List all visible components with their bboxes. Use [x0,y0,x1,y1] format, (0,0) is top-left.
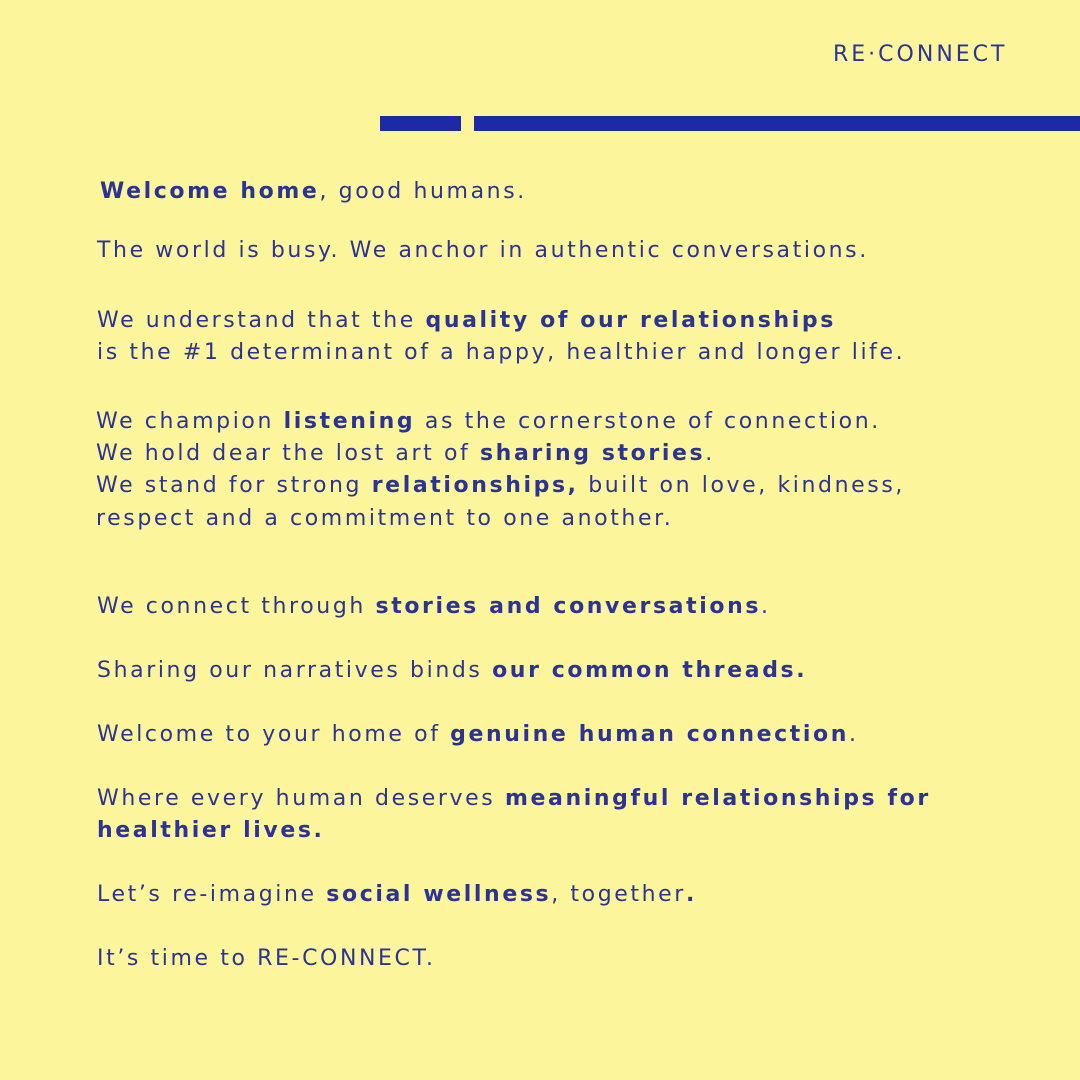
text: Sharing our narratives binds [97,658,493,683]
bold-text: relationships, [371,473,579,498]
text: . [705,441,715,466]
text: We connect through [97,594,376,619]
line-determinant [97,342,905,364]
accent-bar-short [380,116,461,131]
bold-text: healthier lives. [97,818,325,843]
line-reimagine [97,884,697,906]
line-healthier-lives [97,820,325,842]
text: The world is busy. We anchor in authentic conversations. [97,238,869,263]
bold-text: . [685,882,697,907]
line-welcome-to-your-home [97,724,859,746]
text: Welcome to your home of [97,722,451,747]
text: Where every human deserves [97,786,505,811]
bold-text: stories and conversations [375,594,762,619]
bold-text: social wellness [326,882,552,907]
line-we-understand [97,310,836,332]
text: , good humans. [319,179,527,204]
text: built on love, kindness, [578,473,906,498]
text: as the cornerstone of connection. [415,409,881,434]
text: We hold dear the lost art of [96,441,480,466]
line-welcome-home [100,181,527,203]
text: , together [551,882,686,907]
text: respect and a commitment to one another. [96,506,674,531]
bold-text: genuine human connection [450,722,850,747]
brand-logo: RE·CONNECT [833,42,1008,67]
text: Let’s re-imagine [97,882,327,907]
line-world-is-busy [97,240,869,262]
text: It’s time to RE-CONNECT. [97,946,436,971]
bold-text: quality of our relationships [425,308,836,333]
text: We understand that the [97,308,426,333]
bold-text: listening [283,409,416,434]
bold-text: meaningful relationships for [504,786,931,811]
line-we-hold-dear [96,443,715,465]
line-we-stand-for [96,475,905,497]
line-time-to-reconnect [97,948,436,970]
line-we-champion [96,411,881,433]
accent-bar-long [474,116,1080,131]
line-every-human [97,788,931,810]
bold-text: our common threads. [492,658,808,683]
bold-text: Welcome home [100,179,320,204]
text: . [761,594,771,619]
line-we-connect [97,596,771,618]
text: We champion [96,409,284,434]
line-respect [96,508,673,530]
text: . [849,722,859,747]
bold-text: sharing stories [479,441,706,466]
line-sharing-narratives [97,660,807,682]
text: We stand for strong [96,473,372,498]
text: is the #1 determinant of a happy, healthier and longer life. [97,340,906,365]
